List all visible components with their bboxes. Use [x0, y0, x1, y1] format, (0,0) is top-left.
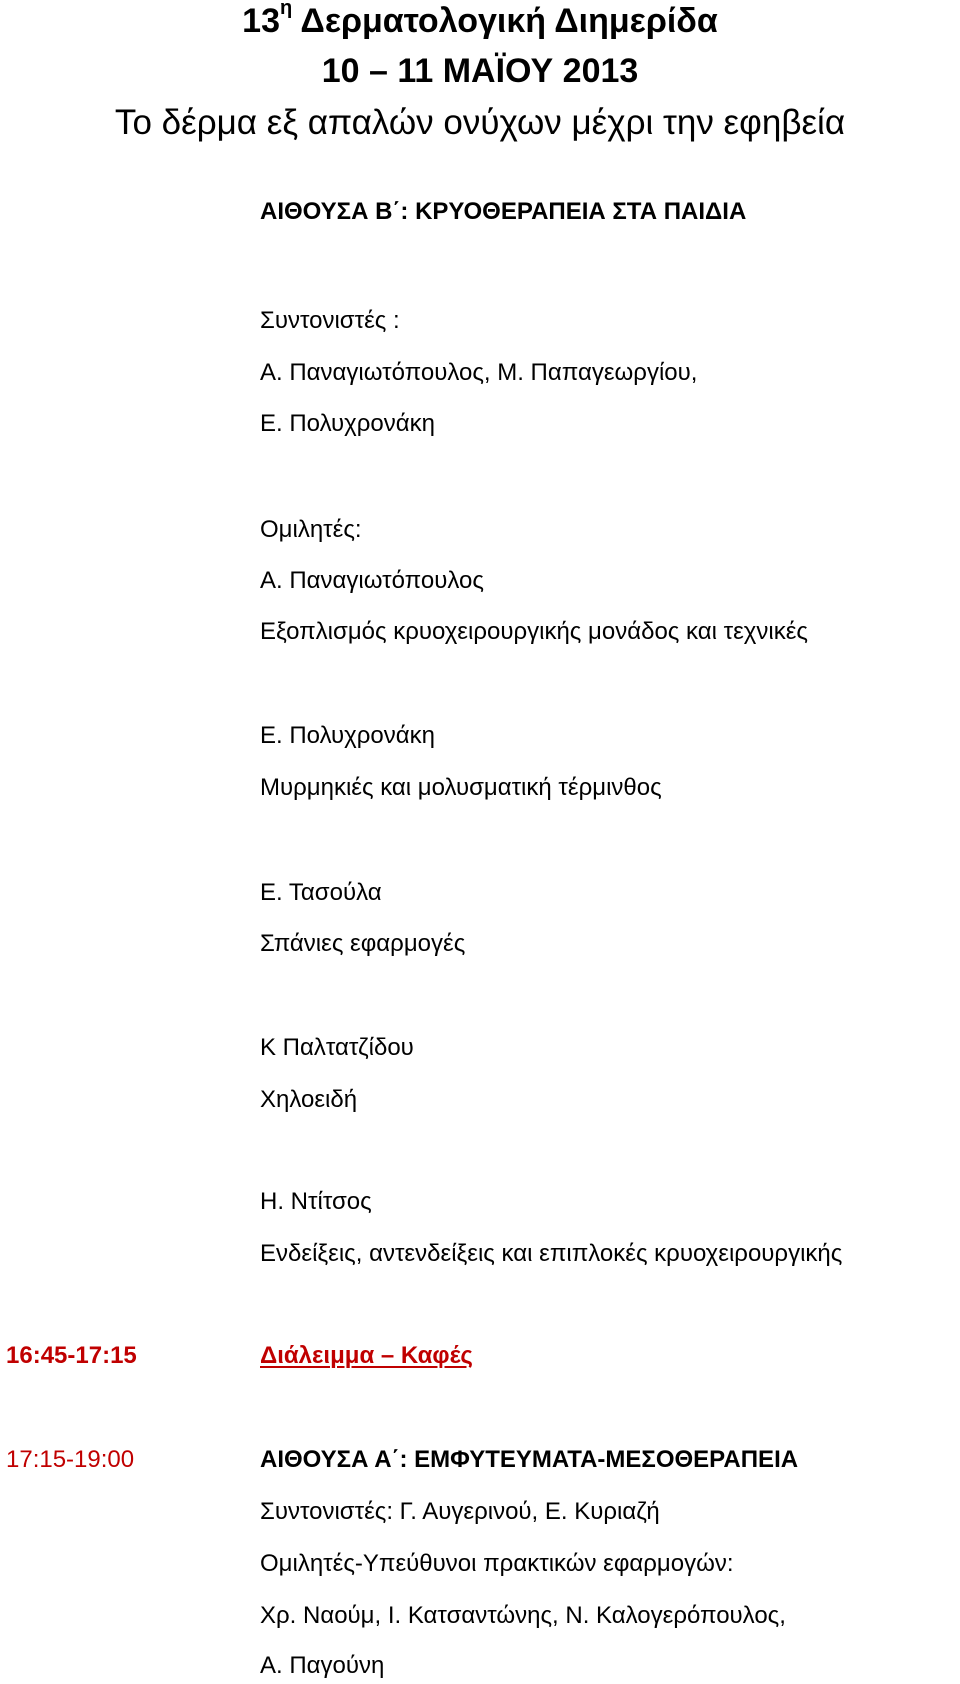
talk-speaker: Κ Παλτατζίδου	[260, 1034, 414, 1061]
event-dates: 10 – 11 ΜΑΪΟΥ 2013	[321, 52, 639, 90]
title-number: 13	[242, 2, 280, 40]
talk-speaker: Α. Παναγιωτόπουλος	[260, 567, 484, 594]
break-label: Διάλειμμα – Καφές	[260, 1342, 473, 1369]
event-subtitle: Το δέρμα εξ απαλών ονύχων μέχρι την εφηβεία	[114, 103, 846, 142]
talk-topic: Χηλοειδή	[260, 1086, 358, 1113]
title-text: Δερματολογική Διημερίδα	[300, 2, 718, 40]
break-time: 16:45-17:15	[6, 1342, 137, 1369]
event-title	[0, 0, 960, 42]
session-a-heading: ΑΙΘΟΥΣΑ Α΄: ΕΜΦΥΤΕΥΜΑΤΑ-ΜΕΣΟΘΕΡΑΠΕΙΑ	[260, 1446, 799, 1473]
session-b-coordinators-line1: Α. Παναγιωτόπουλος, Μ. Παπαγεωργίου,	[260, 359, 698, 386]
talk-topic: Σπάνιες εφαρμογές	[260, 930, 466, 957]
talk-speaker: Ε. Τασούλα	[260, 879, 382, 906]
talk-topic: Μυρμηκιές και μολυσματική τέρμινθος	[260, 774, 662, 801]
talk-speaker: Η. Ντίτσος	[260, 1188, 372, 1215]
title-superscript: η	[279, 0, 293, 19]
session-a-coordinators: Συντονιστές: Γ. Αυγερινού, Ε. Κυριαζή	[260, 1498, 660, 1525]
session-b-coordinators-label: Συντονιστές :	[260, 307, 400, 334]
talk-topic: Εξοπλισμός κρυοχειρουργικής μονάδος και τεχνικές	[260, 618, 808, 645]
talk-speaker: Ε. Πολυχρονάκη	[260, 722, 435, 749]
session-a-speakers-label: Ομιλητές-Υπεύθυνοι πρακτικών εφαρμογών:	[260, 1550, 734, 1577]
session-b-speakers-label: Ομιλητές:	[260, 516, 362, 543]
session-b-coordinators-line2: Ε. Πολυχρονάκη	[260, 410, 435, 437]
session-a-time: 17:15-19:00	[6, 1446, 135, 1473]
session-a-speakers-line1: Χρ. Ναούμ, Ι. Κατσαντώνης, Ν. Καλογερόπουλος,	[260, 1602, 786, 1629]
session-b-heading: ΑΙΘΟΥΣΑ Β΄: ΚΡΥΟΘΕΡΑΠΕΙΑ ΣΤΑ ΠΑΙΔΙΑ	[260, 198, 747, 225]
session-a-speakers-line2: Α. Παγούνη	[260, 1652, 385, 1679]
talk-topic: Ενδείξεις, αντενδείξεις και επιπλοκές κρυοχειρουργικής	[260, 1240, 843, 1267]
